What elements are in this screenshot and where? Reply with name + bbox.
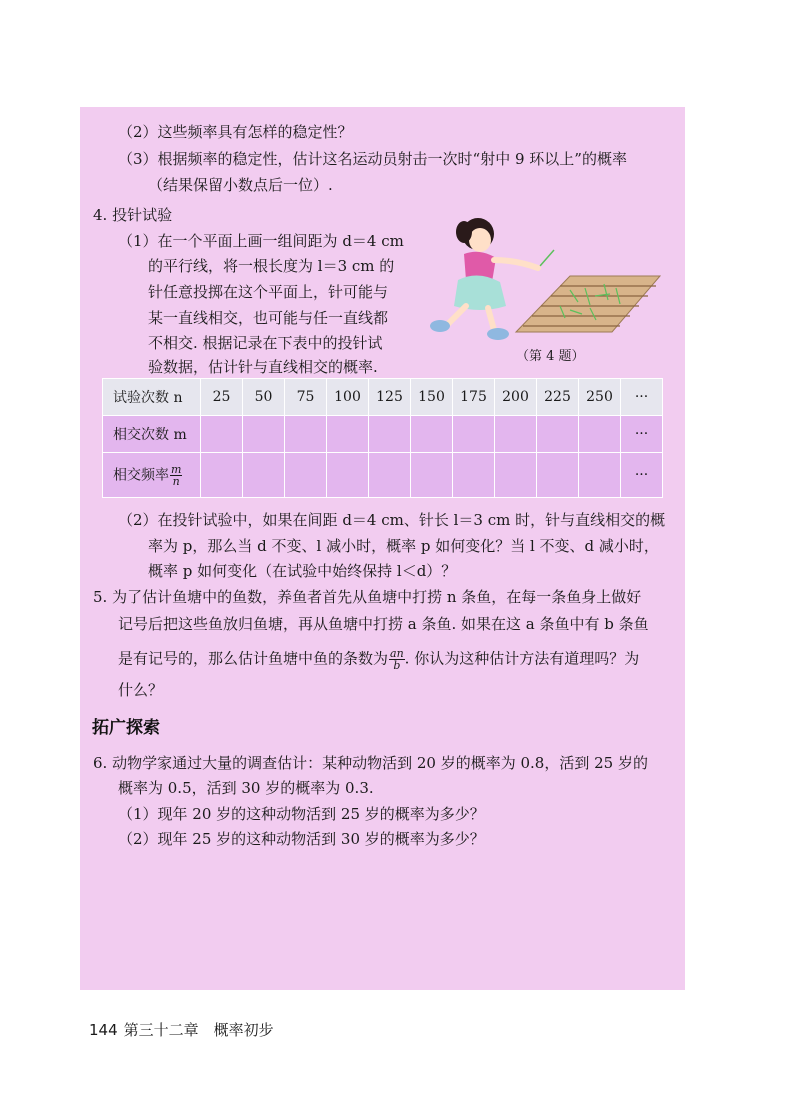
frequency-label: 相交频率 $\frac{m}{n}$ [103,453,201,498]
table-row-frequency [103,453,663,498]
q6-line1: 6. 动物学家通过大量的调查估计：某种动物活到 20 岁的概率为 0.8，活到 25 岁的 [93,754,648,772]
blank-cell [579,416,621,453]
ellipsis-cell: ··· [621,379,663,416]
trial-count-cell: 25 [201,379,243,416]
q4-part2-line1: （2）在投针试验中，如果在间距 d＝4 cm、针长 l＝3 cm 时，针与直线相交的概 [118,511,666,529]
ellipsis-cell: ··· [621,416,663,453]
q3-part3-note: （结果保留小数点后一位）. [148,176,333,194]
blank-cell [369,453,411,498]
q4-part1-line3: 针任意投掷在这个平面上，针可能与 [148,283,389,301]
blank-cell [201,416,243,453]
q6-part2: （2）现年 25 岁的这种动物活到 30 岁的概率为多少？ [118,830,485,848]
q6-part1: （1）现年 20 岁的这种动物活到 25 岁的概率为多少？ [118,805,485,823]
blank-cell [285,416,327,453]
q4-part2-line3: 概率 p 如何变化（在试验中始终保持 l＜d）？ [148,562,457,580]
q4-part1-line6: 验数据，估计针与直线相交的概率. [148,358,378,376]
blank-cell [327,416,369,453]
blank-cell [495,453,537,498]
blank-cell [243,453,285,498]
q5-line3: 是有记号的，那么估计鱼塘中鱼的条数为 $\frac{an}{b}$ . 你认为这种估计方法有道理吗？为 [118,647,640,672]
blank-cell [453,416,495,453]
trial-count-cell: 250 [579,379,621,416]
trial-count-cell: 175 [453,379,495,416]
q4-part2-line2: 率为 p，那么当 d 不变、l 减小时，概率 p 如何变化？当 l 不变、d 减小时， [148,537,659,555]
blank-cell [579,453,621,498]
trial-count-cell: 150 [411,379,453,416]
needle-toss-illustration [420,210,670,345]
trial-count-cell: 200 [495,379,537,416]
q4-title: 4. 投针试验 [93,206,173,224]
blank-cell [453,453,495,498]
table-row-intersections [103,416,663,453]
blank-cell [285,453,327,498]
page-number: 144 [89,1021,118,1039]
trial-count-cell: 100 [327,379,369,416]
q5-line4: 什么？ [118,681,164,699]
blank-cell [411,416,453,453]
trial-count-cell: 125 [369,379,411,416]
blank-cell [201,453,243,498]
needle-trial-table [102,378,663,498]
q4-part1-line1: （1）在一个平面上画一组间距为 d＝4 cm [118,232,404,250]
trials-label: 试验次数 n [103,379,201,416]
trial-count-cell: 50 [243,379,285,416]
q4-part1-line2: 的平行线，将一根长度为 l＝3 cm 的 [148,257,395,275]
q5-line1: 5. 为了估计鱼塘中的鱼数，养鱼者首先从鱼塘中打捞 n 条鱼，在每一条鱼身上做好 [93,588,642,606]
blank-cell [495,416,537,453]
blank-cell [327,453,369,498]
ellipsis-cell: ··· [621,453,663,498]
blank-cell [537,453,579,498]
q3-part3: （3）根据频率的稳定性，估计这名运动员射击一次时“射中 9 环以上”的概率 [118,150,627,168]
q4-part1-line5: 不相交. 根据记录在下表中的投针试 [148,334,383,352]
table-row-trials [103,379,663,416]
trial-count-cell: 75 [285,379,327,416]
figure-caption: （第 4 题） [516,349,585,364]
blank-cell [537,416,579,453]
frequency-fraction: $\frac{m}{n}$ [171,462,182,488]
blank-cell [411,453,453,498]
page-footer [89,1019,274,1040]
intersections-label: 相交次数 m [103,416,201,453]
estimate-fraction: $\frac{an}{b}$ [390,647,404,672]
blank-cell [369,416,411,453]
section-heading: 拓广探索 [92,718,160,738]
trial-count-cell: 225 [537,379,579,416]
q3-part2: （2）这些频率具有怎样的稳定性？ [118,123,353,141]
chapter-title: 第三十二章 概率初步 [123,1021,274,1039]
blank-cell [243,416,285,453]
q6-line2: 概率为 0.5，活到 30 岁的概率为 0.3. [118,779,374,797]
q4-part1-line4: 某一直线相交，也可能与任一直线都 [148,309,389,327]
q5-line2: 记号后把这些鱼放归鱼塘，再从鱼塘中打捞 a 条鱼. 如果在这 a 条鱼中有 b 条鱼 [118,615,649,633]
